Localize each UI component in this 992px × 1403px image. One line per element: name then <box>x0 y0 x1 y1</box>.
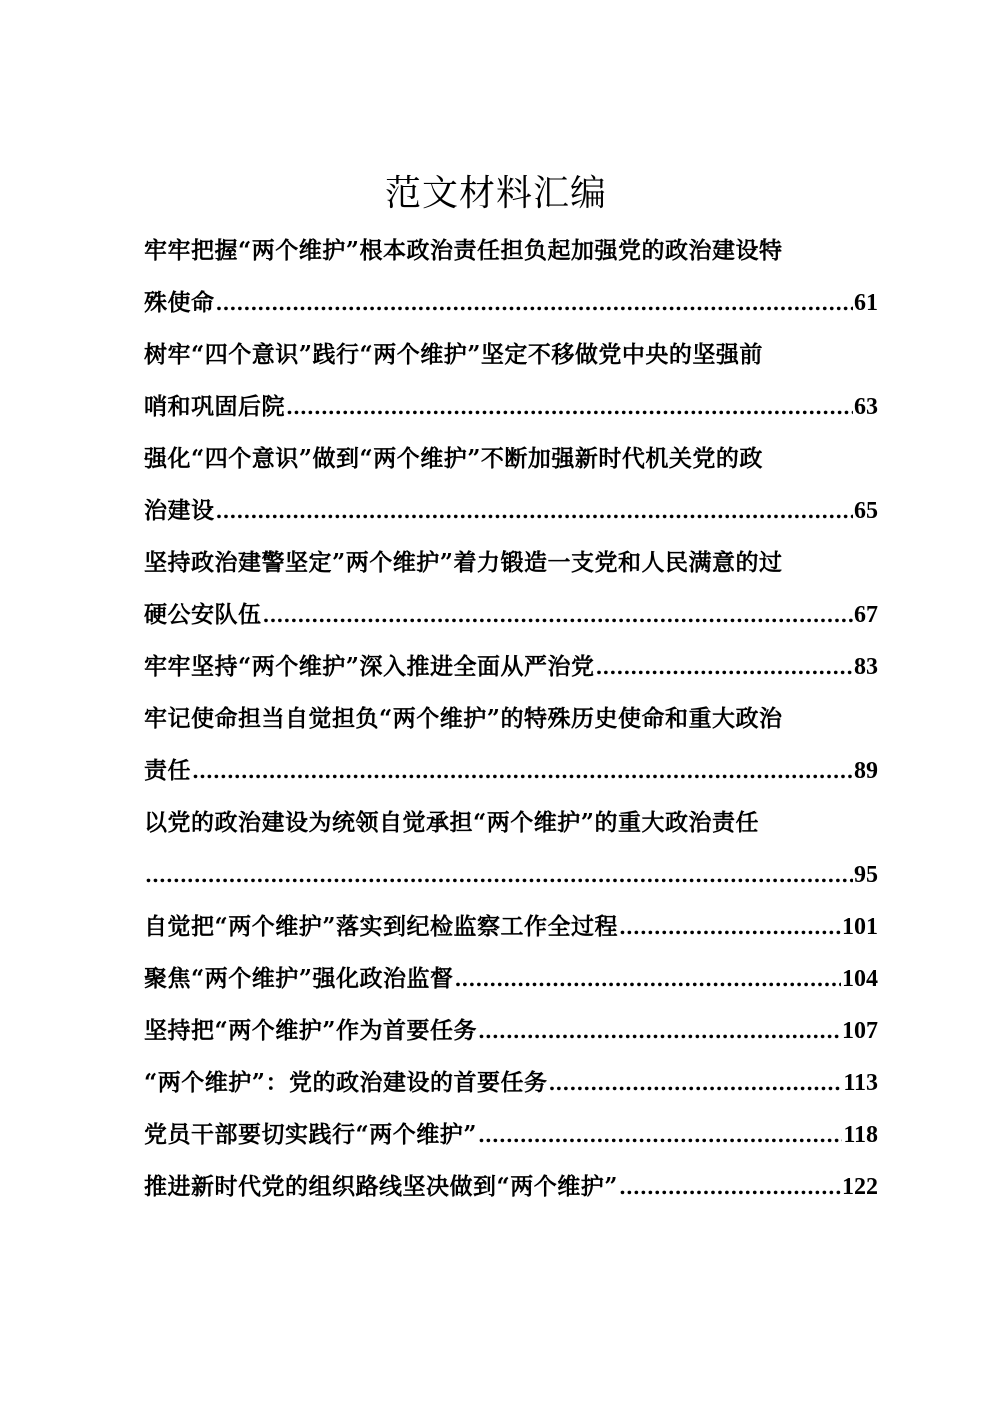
toc-entry-title-line: 推进新时代党的组织路线坚决做到“两个维护” <box>144 1173 618 1200</box>
toc-entry-title-line: 牢牢把握“两个维护”根本政治责任担负起加强党的政治建设特 <box>144 237 783 264</box>
toc-entry-title-line: 牢牢坚持“两个维护”深入推进全面从严治党 <box>144 653 595 680</box>
dot-leader <box>619 901 841 953</box>
table-of-contents <box>144 225 878 1213</box>
toc-entry[interactable] <box>144 953 878 1005</box>
toc-page-number: 65 <box>854 498 878 524</box>
document-title: 范文材料汇编 <box>384 173 607 214</box>
toc-page-number: 113 <box>843 1070 878 1096</box>
toc-page-number: 63 <box>854 394 878 420</box>
toc-page-number: 118 <box>843 1122 878 1148</box>
toc-entry[interactable] <box>144 797 878 901</box>
toc-entry[interactable] <box>144 693 878 797</box>
dot-leader <box>478 1109 842 1161</box>
toc-entry-title-line: 牢记使命担当自觉担负“两个维护”的特殊历史使命和重大政治 <box>144 705 783 732</box>
toc-page-number: 61 <box>854 290 878 316</box>
dot-leader <box>263 589 854 641</box>
toc-entry-title-line: 责任 <box>144 757 191 784</box>
toc-entry[interactable] <box>144 225 878 329</box>
toc-page-number: 89 <box>854 758 878 784</box>
toc-entry-title-line: 坚持把“两个维护”作为首要任务 <box>144 1017 477 1044</box>
toc-entry[interactable] <box>144 1161 878 1213</box>
toc-entry-title-line: “两个维护”：党的政治建设的首要任务 <box>144 1069 548 1096</box>
toc-page-number: 83 <box>854 654 878 680</box>
dot-leader <box>619 1161 841 1213</box>
toc-entry-title-line: 强化“四个意识”做到“两个维护”不断加强新时代机关党的政 <box>144 445 763 472</box>
dot-leader <box>192 745 853 797</box>
toc-entry[interactable] <box>144 641 878 693</box>
dot-leader <box>216 485 854 537</box>
toc-page-number: 101 <box>842 914 878 940</box>
toc-page-number: 104 <box>842 966 878 992</box>
toc-page-number: 67 <box>854 602 878 628</box>
toc-entry-title-line: 以党的政治建设为统领自觉承担“两个维护”的重大政治责任 <box>144 809 759 836</box>
dot-leader <box>286 381 853 433</box>
dot-leader <box>595 641 853 693</box>
dot-leader <box>478 1005 841 1057</box>
dot-leader <box>145 849 853 901</box>
toc-page-number: 122 <box>842 1174 878 1200</box>
toc-entry-title-line: 聚焦“两个维护”强化政治监督 <box>144 965 454 992</box>
dot-leader <box>454 953 841 1005</box>
toc-entry-title-line: 坚持政治建警坚定”两个维护”着力锻造一支党和人民满意的过 <box>144 549 783 576</box>
toc-entry-title-line: 硬公安队伍 <box>144 601 262 628</box>
toc-entry[interactable] <box>144 1057 878 1109</box>
dot-leader <box>216 277 854 329</box>
toc-entry[interactable] <box>144 329 878 433</box>
toc-entry[interactable] <box>144 1109 878 1161</box>
toc-entry[interactable] <box>144 1005 878 1057</box>
toc-entry-title-line: 殊使命 <box>144 289 215 316</box>
toc-entry-title-line: 树牢“四个意识”践行“两个维护”坚定不移做党中央的坚强前 <box>144 341 763 368</box>
toc-page-number: 107 <box>842 1018 878 1044</box>
toc-entry-title-line: 治建设 <box>144 497 215 524</box>
toc-entry-title-line: 党员干部要切实践行“两个维护” <box>144 1121 477 1148</box>
toc-entry[interactable] <box>144 537 878 641</box>
dot-leader <box>548 1057 842 1109</box>
toc-entry[interactable] <box>144 901 878 953</box>
toc-entry-title-line: 哨和巩固后院 <box>144 393 285 420</box>
toc-page-number: 95 <box>854 862 878 888</box>
toc-entry-title-line: 自觉把“两个维护”落实到纪检监察工作全过程 <box>144 913 618 940</box>
toc-entry[interactable] <box>144 433 878 537</box>
